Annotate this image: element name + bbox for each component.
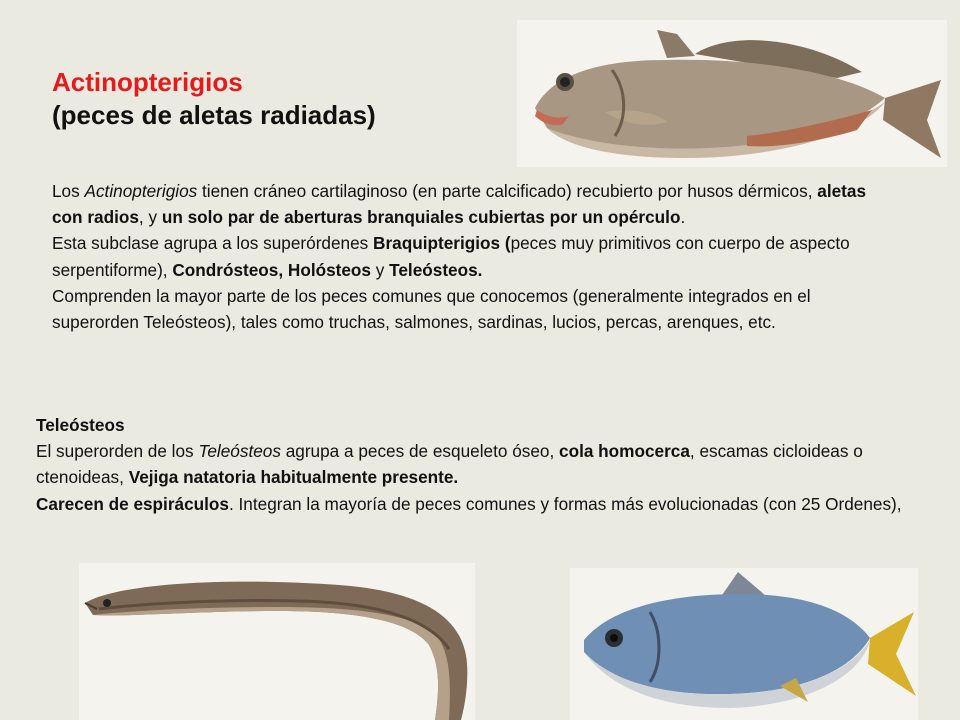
teleosteos-text: , escamas cicloideas o ctenoideas, — [36, 441, 863, 488]
intro-bold-term: Braquipterigios ( — [373, 233, 511, 254]
title-line-1: Actinopterigios — [52, 67, 243, 97]
teleosteos-text: El superorden de los — [36, 441, 199, 462]
teleosteos-bold-term: cola homocerca — [559, 441, 690, 462]
intro-bold-term: Teleósteos. — [389, 259, 483, 280]
intro-bold-term: Condrósteos, Holósteos — [172, 259, 371, 280]
intro-text: Los — [52, 181, 85, 201]
intro-text: Comprenden la mayor parte de los peces comunes que conocemos (generalmente integrados en el superorden Teleósteos), tales como truchas, salmones, sardinas, lucios, percas, arenques, etc. — [52, 285, 811, 333]
shad-drawing — [570, 568, 918, 720]
teleosteos-paragraph — [36, 412, 916, 517]
teleosteos-italic-term: Teleósteos — [198, 441, 281, 462]
teleosteos-text: agrupa a peces de esqueleto óseo, — [280, 441, 560, 462]
intro-text: Esta subclase agrupa a los superórdenes — [52, 233, 374, 254]
intro-italic-term: Actinopterigios — [84, 181, 198, 201]
teleosteos-text: . Integran la mayoría de peces comunes y formas más evolucionadas (con 25 Ordenes), — [228, 493, 902, 514]
eel-illustration — [79, 563, 475, 720]
intro-paragraph — [52, 178, 882, 335]
slide-title — [52, 66, 376, 132]
hake-drawing — [517, 20, 947, 167]
intro-text: . — [680, 207, 686, 228]
intro-text: , y — [138, 207, 162, 228]
intro-bold-term: aletas con radios — [52, 181, 866, 228]
intro-text: y — [371, 259, 390, 280]
title-line-2: (peces de aletas radiadas) — [52, 100, 376, 130]
intro-text: peces muy primitivos con cuerpo de aspecto serpentiforme), — [52, 233, 850, 280]
eel-drawing — [79, 563, 475, 720]
intro-bold-term: un solo par de aberturas branquiales cubiertas por un opérculo — [161, 207, 681, 228]
intro-text: tienen cráneo cartilaginoso (en parte calcificado) recubierto por husos dérmicos, — [197, 181, 818, 201]
teleosteos-heading: Teleósteos — [36, 415, 125, 435]
teleosteos-bold-term: Carecen de espiráculos — [36, 493, 229, 514]
teleosteos-bold-term: Vejiga natatoria habitualmente presente. — [128, 467, 459, 488]
hake-fish-illustration — [517, 20, 947, 167]
shad-fish-illustration — [570, 568, 918, 720]
